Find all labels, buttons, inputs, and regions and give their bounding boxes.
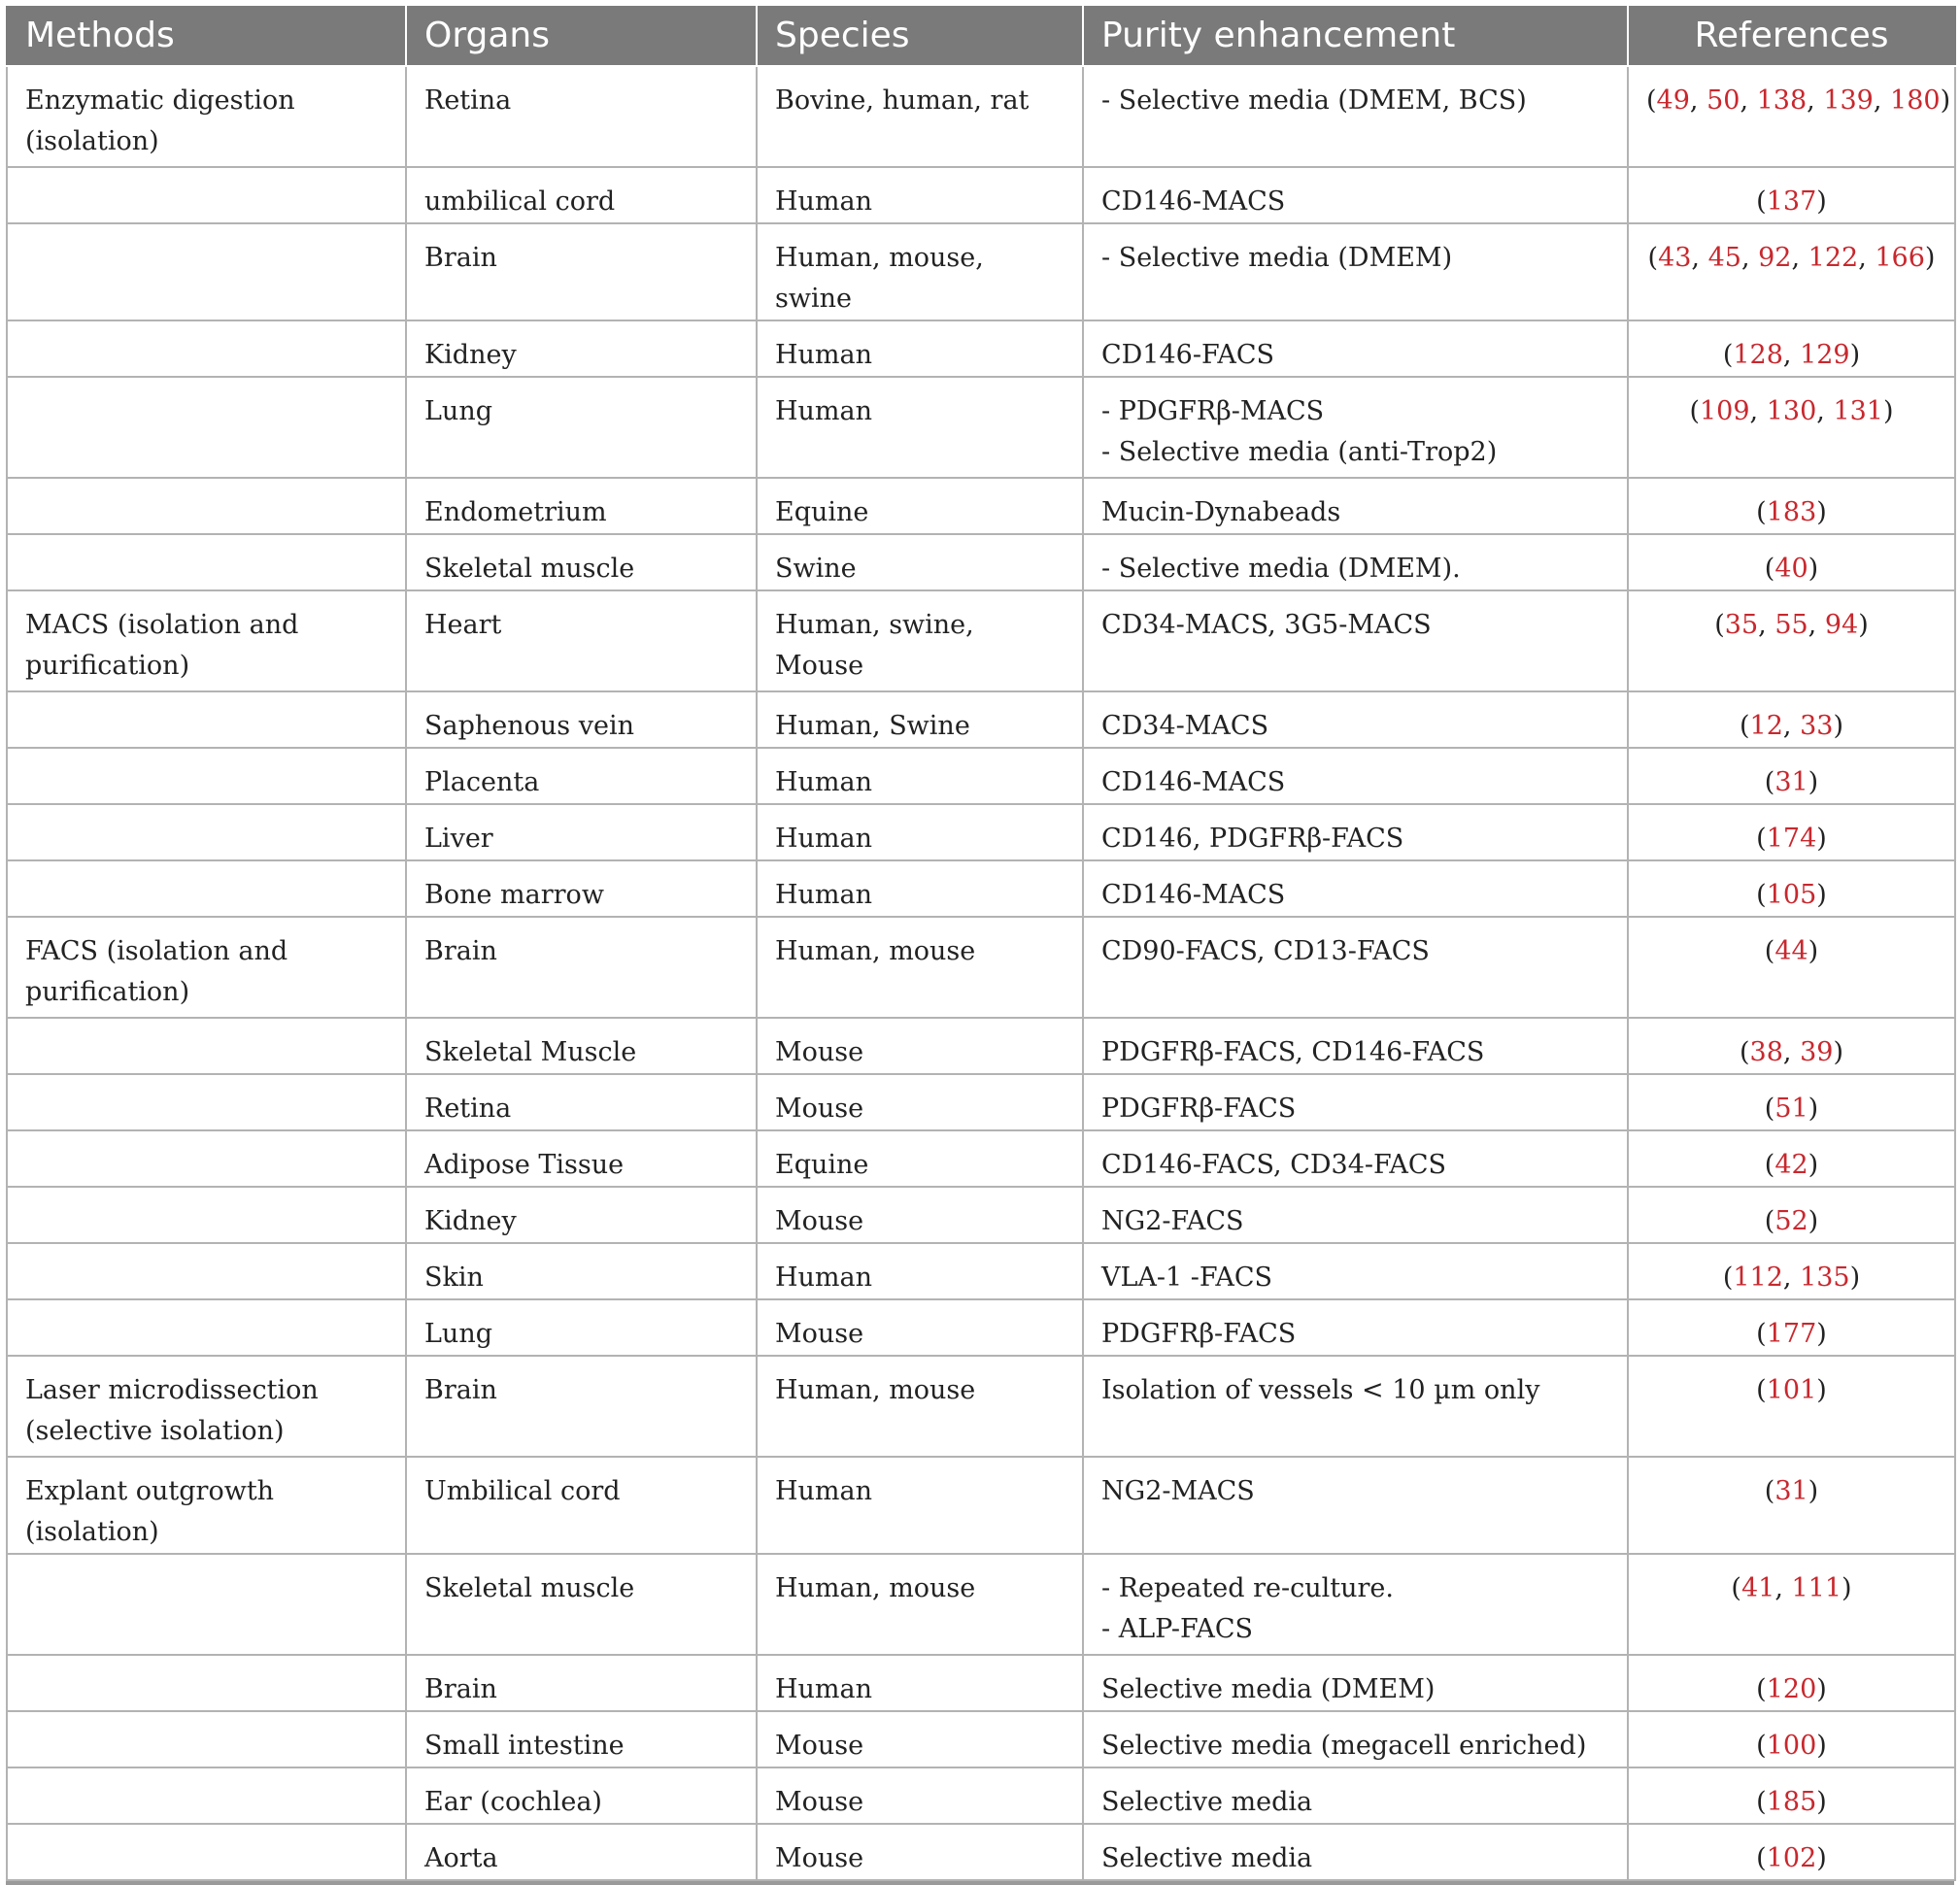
cell-species: Swine bbox=[757, 534, 1083, 590]
reference-link[interactable]: 94 bbox=[1824, 610, 1859, 640]
cell-species: Mouse bbox=[757, 1018, 1083, 1074]
reference-link[interactable]: 101 bbox=[1766, 1375, 1817, 1405]
cell-organ: Saphenous vein bbox=[406, 691, 757, 748]
cell-purity bbox=[1083, 320, 1628, 377]
table-row bbox=[7, 1187, 1955, 1243]
cell-organ: Skeletal Muscle bbox=[406, 1018, 757, 1074]
cell-method bbox=[7, 1187, 406, 1243]
cell-organ: Kidney bbox=[406, 1187, 757, 1243]
cell-references: (41, 111) bbox=[1628, 1554, 1955, 1655]
pericyte-methods-table bbox=[6, 6, 1956, 1881]
table-row bbox=[7, 590, 1955, 691]
cell-method: Explant outgrowth (isolation) bbox=[7, 1457, 406, 1554]
table-row bbox=[7, 1018, 1955, 1074]
cell-organ: Skeletal muscle bbox=[406, 1554, 757, 1655]
reference-link[interactable]: 135 bbox=[1800, 1262, 1850, 1293]
cell-method bbox=[7, 748, 406, 804]
cell-species: Mouse bbox=[757, 1187, 1083, 1243]
purity-line: PDGFRβ-FACS bbox=[1101, 1094, 1297, 1124]
reference-link[interactable]: 131 bbox=[1833, 396, 1883, 426]
cell-organ: Brain bbox=[406, 223, 757, 320]
purity-line: CD146-FACS bbox=[1101, 340, 1275, 370]
cell-method bbox=[7, 860, 406, 917]
cell-references: (12, 33) bbox=[1628, 691, 1955, 748]
cell-species: Mouse bbox=[757, 1711, 1083, 1767]
purity-line: - Repeated re-culture. bbox=[1101, 1573, 1394, 1603]
cell-species: Equine bbox=[757, 478, 1083, 534]
cell-references: (42) bbox=[1628, 1130, 1955, 1187]
cell-method bbox=[7, 1554, 406, 1655]
cell-purity bbox=[1083, 1187, 1628, 1243]
purity-line: Selective media (DMEM) bbox=[1101, 1674, 1436, 1704]
reference-link[interactable]: 100 bbox=[1766, 1731, 1817, 1761]
table-bottom-rule bbox=[6, 1881, 1954, 1885]
purity-line: - Selective media (DMEM) bbox=[1101, 243, 1453, 273]
cell-purity bbox=[1083, 691, 1628, 748]
cell-species: Human bbox=[757, 1457, 1083, 1554]
cell-organ: Ear (cochlea) bbox=[406, 1767, 757, 1824]
reference-link[interactable]: 39 bbox=[1800, 1037, 1834, 1067]
cell-species: Human bbox=[757, 860, 1083, 917]
cell-references: (44) bbox=[1628, 917, 1955, 1018]
cell-purity bbox=[1083, 1655, 1628, 1711]
cell-organ: Adipose Tissue bbox=[406, 1130, 757, 1187]
cell-organ: Brain bbox=[406, 1356, 757, 1457]
purity-line: Mucin-Dynabeads bbox=[1101, 497, 1341, 527]
cell-references: (109, 130, 131) bbox=[1628, 377, 1955, 478]
cell-organ: Lung bbox=[406, 377, 757, 478]
cell-references: (105) bbox=[1628, 860, 1955, 917]
reference-link[interactable]: 35 bbox=[1724, 610, 1759, 640]
table-row bbox=[7, 66, 1955, 167]
reference-link[interactable]: 55 bbox=[1774, 610, 1808, 640]
table-row bbox=[7, 1824, 1955, 1880]
header-row bbox=[7, 6, 1955, 66]
purity-line: PDGFRβ-FACS, CD146-FACS bbox=[1101, 1037, 1485, 1067]
cell-organ: Kidney bbox=[406, 320, 757, 377]
table-row bbox=[7, 1130, 1955, 1187]
reference-link[interactable]: 31 bbox=[1774, 1476, 1808, 1506]
cell-organ: Skeletal muscle bbox=[406, 534, 757, 590]
cell-organ: Retina bbox=[406, 66, 757, 167]
cell-organ: Lung bbox=[406, 1299, 757, 1356]
reference-link[interactable]: 43 bbox=[1658, 243, 1692, 273]
cell-species: Human, mouse, swine bbox=[757, 223, 1083, 320]
reference-link[interactable]: 42 bbox=[1774, 1150, 1808, 1180]
cell-method: FACS (isolation and purification) bbox=[7, 917, 406, 1018]
table-body bbox=[7, 66, 1955, 1880]
cell-species: Human bbox=[757, 804, 1083, 860]
cell-method bbox=[7, 1074, 406, 1130]
cell-method bbox=[7, 691, 406, 748]
cell-species: Human, mouse bbox=[757, 1356, 1083, 1457]
table-row bbox=[7, 320, 1955, 377]
cell-species: Human bbox=[757, 1243, 1083, 1299]
cell-method bbox=[7, 1767, 406, 1824]
cell-references: (31) bbox=[1628, 748, 1955, 804]
table-row bbox=[7, 1299, 1955, 1356]
purity-line: NG2-MACS bbox=[1101, 1476, 1255, 1506]
cell-species: Human, mouse bbox=[757, 917, 1083, 1018]
purity-line: CD34-MACS bbox=[1101, 711, 1269, 741]
table-row bbox=[7, 1356, 1955, 1457]
reference-link[interactable]: 122 bbox=[1808, 243, 1859, 273]
table-row bbox=[7, 1457, 1955, 1554]
purity-line: CD146-MACS bbox=[1101, 880, 1286, 910]
purity-line: - PDGFRβ-MACS bbox=[1101, 396, 1325, 426]
cell-purity bbox=[1083, 534, 1628, 590]
purity-line: Selective media bbox=[1101, 1787, 1313, 1817]
cell-organ: Heart bbox=[406, 590, 757, 691]
reference-link[interactable]: 177 bbox=[1766, 1319, 1817, 1349]
table-row bbox=[7, 860, 1955, 917]
cell-method bbox=[7, 320, 406, 377]
reference-link[interactable]: 31 bbox=[1774, 767, 1808, 797]
cell-organ: Aorta bbox=[406, 1824, 757, 1880]
table-row bbox=[7, 223, 1955, 320]
cell-species: Human, Swine bbox=[757, 691, 1083, 748]
table-row bbox=[7, 1767, 1955, 1824]
cell-organ: Brain bbox=[406, 917, 757, 1018]
cell-method bbox=[7, 1299, 406, 1356]
cell-purity bbox=[1083, 66, 1628, 167]
reference-link[interactable]: 40 bbox=[1774, 554, 1808, 584]
reference-link[interactable]: 45 bbox=[1707, 243, 1741, 273]
cell-purity bbox=[1083, 1130, 1628, 1187]
cell-purity bbox=[1083, 377, 1628, 478]
cell-organ: Placenta bbox=[406, 748, 757, 804]
cell-purity bbox=[1083, 478, 1628, 534]
cell-species: Human, mouse bbox=[757, 1554, 1083, 1655]
purity-line: - Selective media (DMEM). bbox=[1101, 554, 1461, 584]
cell-species: Human, swine, Mouse bbox=[757, 590, 1083, 691]
reference-link[interactable]: 33 bbox=[1800, 711, 1834, 741]
cell-method: Laser microdissection (selective isolation) bbox=[7, 1356, 406, 1457]
table-row bbox=[7, 1243, 1955, 1299]
reference-link[interactable]: 49 bbox=[1656, 85, 1690, 116]
cell-purity bbox=[1083, 1824, 1628, 1880]
cell-method bbox=[7, 1824, 406, 1880]
cell-method bbox=[7, 1655, 406, 1711]
cell-species: Mouse bbox=[757, 1824, 1083, 1880]
reference-link[interactable]: 137 bbox=[1766, 186, 1817, 217]
cell-references: (38, 39) bbox=[1628, 1018, 1955, 1074]
reference-link[interactable]: 52 bbox=[1774, 1206, 1808, 1236]
pericyte-methods-table-container bbox=[6, 6, 1954, 1885]
table-row bbox=[7, 748, 1955, 804]
table-row bbox=[7, 804, 1955, 860]
cell-references: (100) bbox=[1628, 1711, 1955, 1767]
purity-line: CD146-MACS bbox=[1101, 186, 1286, 217]
cell-purity bbox=[1083, 748, 1628, 804]
cell-method bbox=[7, 1018, 406, 1074]
cell-purity bbox=[1083, 1457, 1628, 1554]
cell-references: (49, 50, 138, 139, 180) bbox=[1628, 66, 1955, 167]
cell-references: (128, 129) bbox=[1628, 320, 1955, 377]
header-references: References bbox=[1628, 6, 1955, 66]
reference-link[interactable]: 12 bbox=[1749, 711, 1783, 741]
cell-references: (185) bbox=[1628, 1767, 1955, 1824]
purity-line: - Selective media (DMEM, BCS) bbox=[1101, 85, 1527, 116]
cell-species: Mouse bbox=[757, 1299, 1083, 1356]
cell-references: (43, 45, 92, 122, 166) bbox=[1628, 223, 1955, 320]
cell-references: (31) bbox=[1628, 1457, 1955, 1554]
cell-references: (174) bbox=[1628, 804, 1955, 860]
reference-link[interactable]: 50 bbox=[1707, 85, 1740, 116]
cell-organ: Endometrium bbox=[406, 478, 757, 534]
cell-method bbox=[7, 377, 406, 478]
purity-line: NG2-FACS bbox=[1101, 1206, 1244, 1236]
cell-purity bbox=[1083, 1767, 1628, 1824]
cell-references: (35, 55, 94) bbox=[1628, 590, 1955, 691]
cell-method bbox=[7, 1130, 406, 1187]
table-row bbox=[7, 691, 1955, 748]
header-species: Species bbox=[757, 6, 1083, 66]
purity-line: - Selective media (anti-Trop2) bbox=[1101, 437, 1498, 467]
reference-link[interactable]: 128 bbox=[1733, 340, 1783, 370]
header-organs: Organs bbox=[406, 6, 757, 66]
reference-link[interactable]: 183 bbox=[1766, 497, 1817, 527]
reference-link[interactable]: 130 bbox=[1766, 396, 1817, 426]
cell-method bbox=[7, 478, 406, 534]
purity-line: Selective media bbox=[1101, 1843, 1313, 1873]
purity-line: CD90-FACS, CD13-FACS bbox=[1101, 936, 1430, 966]
cell-purity bbox=[1083, 1074, 1628, 1130]
cell-organ: Liver bbox=[406, 804, 757, 860]
reference-link[interactable]: 129 bbox=[1800, 340, 1850, 370]
cell-organ: Small intestine bbox=[406, 1711, 757, 1767]
cell-species: Equine bbox=[757, 1130, 1083, 1187]
header-purity-enhancement: Purity enhancement bbox=[1083, 6, 1628, 66]
reference-link[interactable]: 105 bbox=[1766, 880, 1817, 910]
reference-link[interactable]: 174 bbox=[1766, 824, 1817, 854]
reference-link[interactable]: 166 bbox=[1875, 243, 1925, 273]
cell-purity bbox=[1083, 223, 1628, 320]
cell-purity bbox=[1083, 860, 1628, 917]
cell-organ: Brain bbox=[406, 1655, 757, 1711]
reference-link[interactable]: 92 bbox=[1758, 243, 1792, 273]
cell-references: (112, 135) bbox=[1628, 1243, 1955, 1299]
cell-method bbox=[7, 223, 406, 320]
purity-line: CD34-MACS, 3G5-MACS bbox=[1101, 610, 1432, 640]
table-row bbox=[7, 167, 1955, 223]
cell-purity bbox=[1083, 917, 1628, 1018]
table-row bbox=[7, 1554, 1955, 1655]
cell-method: MACS (isolation and purification) bbox=[7, 590, 406, 691]
cell-method bbox=[7, 534, 406, 590]
cell-method: Enzymatic digestion (isolation) bbox=[7, 66, 406, 167]
cell-references: (51) bbox=[1628, 1074, 1955, 1130]
reference-link[interactable]: 185 bbox=[1766, 1787, 1817, 1817]
reference-link[interactable]: 139 bbox=[1823, 85, 1874, 116]
reference-link[interactable]: 138 bbox=[1756, 85, 1808, 116]
cell-method bbox=[7, 167, 406, 223]
cell-organ: Skin bbox=[406, 1243, 757, 1299]
cell-purity bbox=[1083, 1018, 1628, 1074]
reference-link[interactable]: 109 bbox=[1700, 396, 1750, 426]
cell-purity bbox=[1083, 167, 1628, 223]
table-header bbox=[7, 6, 1955, 66]
cell-species: Human bbox=[757, 167, 1083, 223]
cell-species: Human bbox=[757, 1655, 1083, 1711]
cell-method bbox=[7, 1711, 406, 1767]
cell-references: (52) bbox=[1628, 1187, 1955, 1243]
purity-line: Isolation of vessels < 10 µm only bbox=[1101, 1375, 1540, 1405]
cell-species: Human bbox=[757, 320, 1083, 377]
cell-organ: umbilical cord bbox=[406, 167, 757, 223]
purity-line: CD146, PDGFRβ-FACS bbox=[1101, 824, 1404, 854]
cell-purity bbox=[1083, 1554, 1628, 1655]
cell-purity bbox=[1083, 1356, 1628, 1457]
table-row bbox=[7, 1655, 1955, 1711]
cell-references: (183) bbox=[1628, 478, 1955, 534]
cell-references: (102) bbox=[1628, 1824, 1955, 1880]
table-row bbox=[7, 1711, 1955, 1767]
cell-organ: Umbilical cord bbox=[406, 1457, 757, 1554]
cell-species: Human bbox=[757, 377, 1083, 478]
table-row bbox=[7, 478, 1955, 534]
cell-organ: Bone marrow bbox=[406, 860, 757, 917]
cell-method bbox=[7, 804, 406, 860]
table-row bbox=[7, 534, 1955, 590]
table-row bbox=[7, 917, 1955, 1018]
cell-purity bbox=[1083, 590, 1628, 691]
cell-references: (177) bbox=[1628, 1299, 1955, 1356]
purity-line: PDGFRβ-FACS bbox=[1101, 1319, 1297, 1349]
table-row bbox=[7, 377, 1955, 478]
table-row bbox=[7, 1074, 1955, 1130]
cell-purity bbox=[1083, 1299, 1628, 1356]
reference-link[interactable]: 111 bbox=[1791, 1573, 1842, 1603]
reference-link[interactable]: 102 bbox=[1766, 1843, 1817, 1873]
cell-method bbox=[7, 1243, 406, 1299]
purity-line: - ALP-FACS bbox=[1101, 1614, 1253, 1644]
reference-link[interactable]: 41 bbox=[1740, 1573, 1775, 1603]
cell-purity bbox=[1083, 1711, 1628, 1767]
purity-line: CD146-FACS, CD34-FACS bbox=[1101, 1150, 1447, 1180]
reference-link[interactable]: 51 bbox=[1774, 1094, 1808, 1124]
reference-link[interactable]: 180 bbox=[1890, 85, 1941, 116]
cell-references: (120) bbox=[1628, 1655, 1955, 1711]
cell-species: Mouse bbox=[757, 1767, 1083, 1824]
purity-line: VLA-1 -FACS bbox=[1101, 1262, 1272, 1293]
header-methods: Methods bbox=[7, 6, 406, 66]
cell-species: Mouse bbox=[757, 1074, 1083, 1130]
cell-organ: Retina bbox=[406, 1074, 757, 1130]
cell-references: (137) bbox=[1628, 167, 1955, 223]
reference-link[interactable]: 112 bbox=[1733, 1262, 1783, 1293]
reference-link[interactable]: 120 bbox=[1766, 1674, 1817, 1704]
cell-species: Human bbox=[757, 748, 1083, 804]
cell-references: (40) bbox=[1628, 534, 1955, 590]
purity-line: Selective media (megacell enriched) bbox=[1101, 1731, 1587, 1761]
purity-line: CD146-MACS bbox=[1101, 767, 1286, 797]
cell-purity bbox=[1083, 804, 1628, 860]
reference-link[interactable]: 44 bbox=[1774, 936, 1808, 966]
cell-purity bbox=[1083, 1243, 1628, 1299]
reference-link[interactable]: 38 bbox=[1749, 1037, 1783, 1067]
cell-references: (101) bbox=[1628, 1356, 1955, 1457]
cell-species: Bovine, human, rat bbox=[757, 66, 1083, 167]
